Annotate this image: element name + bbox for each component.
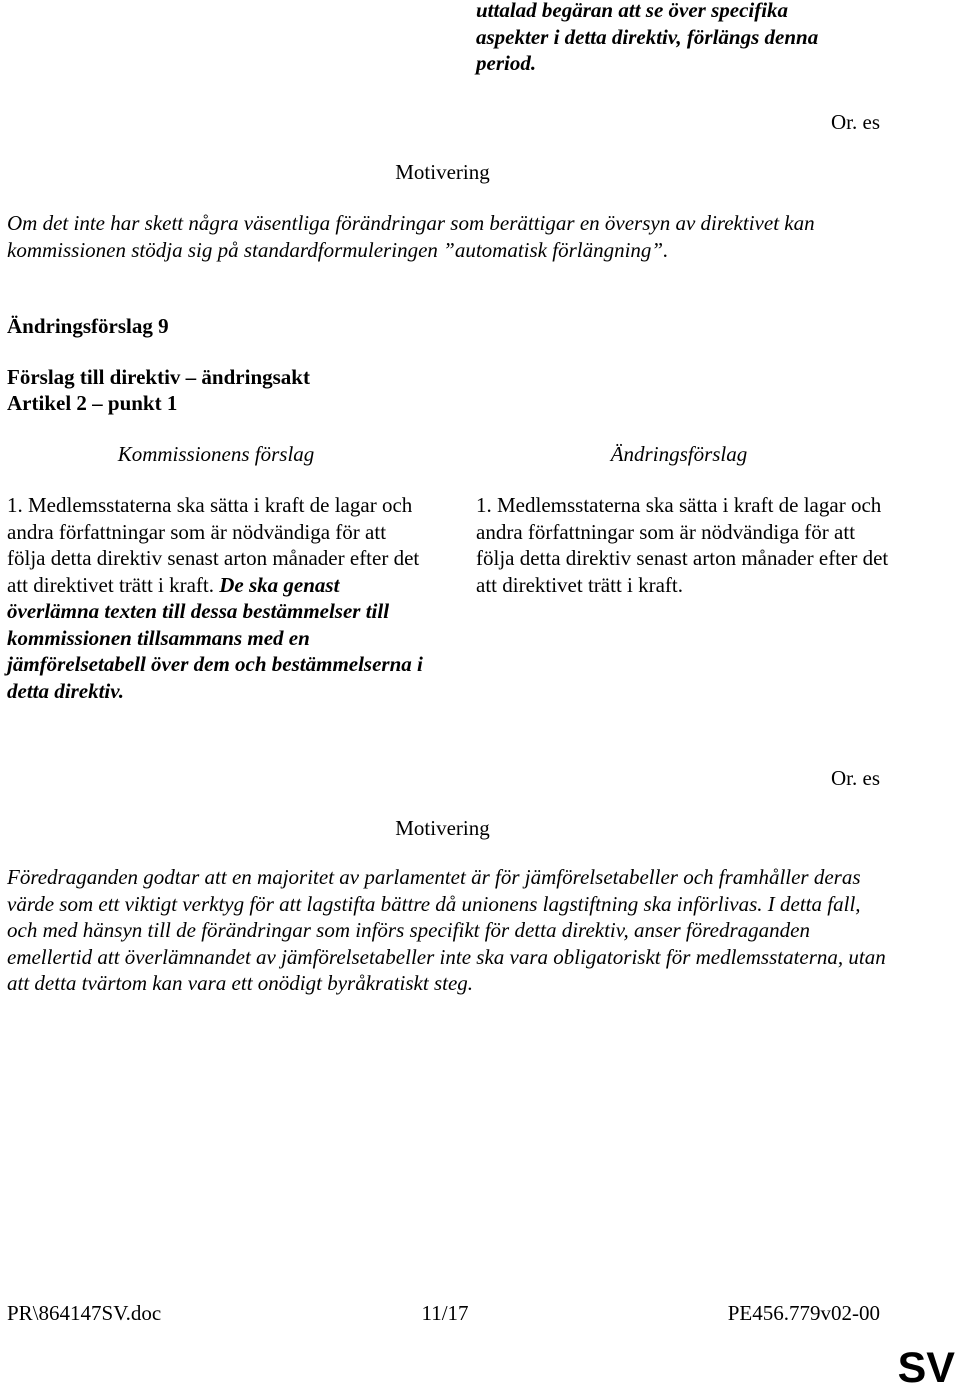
amendment-proposal: Förslag till direktiv – ändringsakt: [7, 365, 310, 389]
amendment-column-heading: Ändringsförslag: [610, 442, 748, 466]
original-language-label: Or. es: [831, 110, 880, 134]
commission-proposal-text: [7, 492, 425, 704]
commission-proposal-heading: Kommissionens förslag: [117, 442, 315, 466]
original-language-label-2: Or. es: [831, 766, 880, 790]
footer-pe-ref: PE456.779v02-00: [727, 1301, 880, 1325]
justification-heading-2: Motivering: [395, 816, 490, 840]
footer-doc-ref: PR\864147SV.doc: [7, 1301, 162, 1325]
justification-heading: Motivering: [395, 160, 490, 184]
justification-text-2: Föredraganden godtar att en majoritet av parlamentet är för jämförelsetabeller och framhåller deras värde som ett viktigt verktyg för att lagstifta bättre då unionens lagstiftning ska införlivas. I detta fall, och med hänsyn till de förändringar som införs specifikt för detta direktiv, anser föredraganden emellertid att överlämnandet av jämförelsetabeller inte ska vara obligatoriskt för medlemsstaterna, utan att detta tvärtom kan vara ett onödigt byråkratiskt steg.: [7, 865, 886, 995]
justification-text: Om det inte har skett några väsentliga förändringar som berättigar en översyn av direktivet kan kommissionen stödja sig på standardformuleringen ”automatisk förlängning”.: [7, 211, 815, 262]
amendment-title: Ändringsförslag 9: [7, 314, 169, 338]
language-code: SV: [897, 1344, 955, 1392]
footer-page-number: 11/17: [421, 1301, 469, 1325]
commission-proposal-text-normal: 1. Medlemsstaterna ska sätta i kraft de lagar och andra författningar som är nödvändiga för att följa detta direktiv senast arton månader efter det att direktivet trätt i kraft.: [7, 493, 420, 597]
commission-proposal-text-deleted: De ska genast överlämna texten till dessa bestämmelser till kommissionen tillsammans med en jämförelsetabell över dem och bestämmelserna i detta direktiv.: [7, 572, 423, 703]
amendment-text: 1. Medlemsstaterna ska sätta i kraft de lagar och andra författningar som är nödvändiga för att följa detta direktiv senast arton månader efter det att direktivet trätt i kraft.: [476, 493, 889, 597]
continuation-text: uttalad begäran att se över specifika aspekter i detta direktiv, förlängs denna period.: [476, 0, 819, 75]
amendment-reference: Artikel 2 – punkt 1: [7, 391, 178, 415]
